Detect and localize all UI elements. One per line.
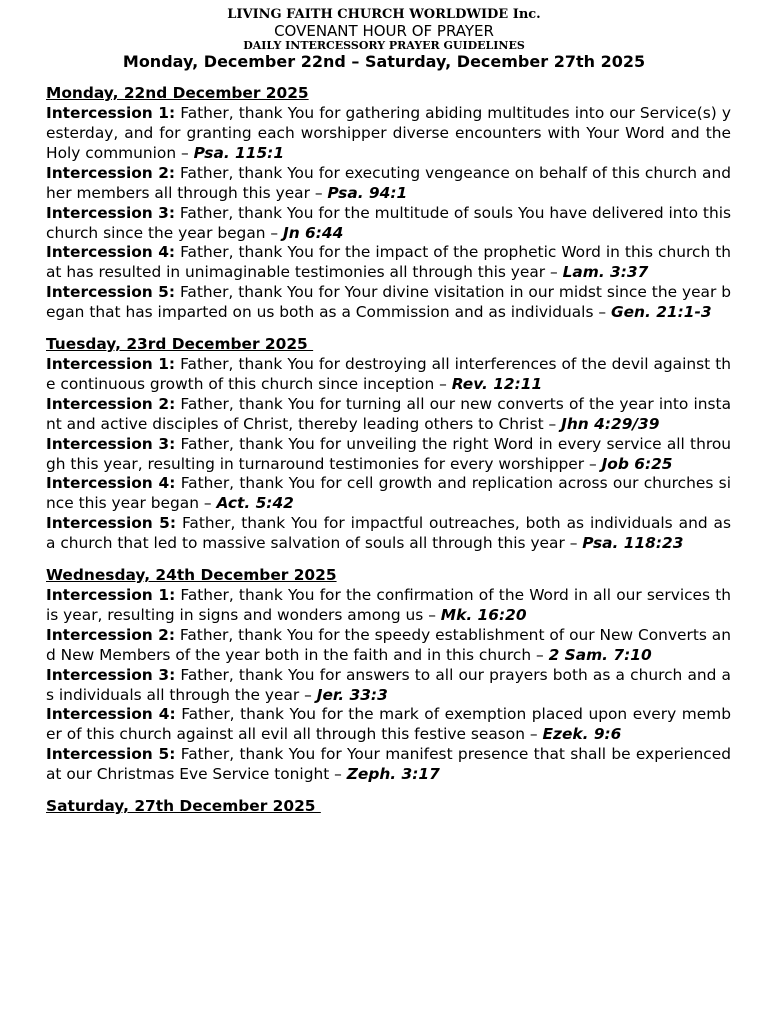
intercession-label: Intercession 5: — [46, 283, 176, 302]
scripture-reference: Jn 6:44 — [283, 223, 344, 242]
intercession-text: Father, thank You for answers to all our prayers both as a church and as individuals all through the year — [46, 665, 731, 704]
intercession-label: Intercession 5: — [46, 745, 176, 764]
intercession-item: Intercession 3: Father, thank You for the multitude of souls You have delivered into this church since the year began – Jn 6:44 — [46, 203, 731, 242]
intercession-item: Intercession 2: Father, thank You for executing vengeance on behalf of this church and her members all through this year – Psa. 94:1 — [46, 163, 731, 202]
intercession-text: Father, thank You for impactful outreaches, both as individuals and as a church that led to massive salvation of souls all through this year — [46, 514, 731, 553]
intercession-item: Intercession 1: Father, thank You for gathering abiding multitudes into our Service(s) yesterday, and for granting each worshipper diverse encounters with Your Word and the Holy communion – Psa. 115:1 — [46, 104, 731, 162]
intercession-item: Intercession 4: Father, thank You for the impact of the prophetic Word in this church that has resulted in unimaginable testimonies all through this year – Lam. 3:37 — [46, 243, 731, 282]
document-header — [0, 8, 768, 71]
intercession-item: Intercession 3: Father, thank You for answers to all our prayers both as a church and as individuals all through the year – Jer. 33:3 — [46, 665, 731, 704]
intercession-text: Father, thank You for Your divine visitation in our midst since the year began that has imparted on us both as a Commission and as individuals — [46, 283, 731, 322]
intercession-text: Father, thank You for Your manifest presence that shall be experienced at our Christmas Eve Service tonight — [46, 745, 731, 784]
scripture-reference: Rev. 12:11 — [451, 374, 543, 393]
intercession-item: Intercession 2: Father, thank You for the speedy establishment of our New Converts and New Members of the year both in the faith and in this church – 2 Sam. 7:10 — [46, 625, 731, 664]
intercession-item: Intercession 1: Father, thank You for destroying all interferences of the devil against the continuous growth of this church since inception – Rev. 12:11 — [46, 355, 731, 393]
intercession-item: Intercession 1: Father, thank You for the confirmation of the Word in all our services this year, resulting in signs and wonders among us – Mk. 16:20 — [46, 585, 731, 624]
intercession-item: Intercession 5: Father, thank You for impactful outreaches, both as individuals and as a church that led to massive salvation of souls all through this year – Psa. 118:23 — [46, 514, 731, 553]
intercession-label: Intercession 3: — [46, 203, 175, 222]
intercession-text: Father, thank You for the multitude of souls You have delivered into this church since the year began — [46, 203, 731, 242]
intercession-label: Intercession 1: — [46, 585, 176, 604]
intercession-label: Intercession 4: — [46, 705, 176, 724]
scripture-reference: Job 6:25 — [601, 454, 673, 473]
intercession-item: Intercession 4: Father, thank You for the mark of exemption placed upon every member of this church against all evil all through this festive season – Ezek. 9:6 — [46, 705, 731, 744]
intercession-text: Father, thank You for the confirmation of the Word in all our services this year, resulting in signs and wonders among us — [46, 585, 731, 624]
intercession-item: Intercession 5: Father, thank You for Your divine visitation in our midst since the year began that has imparted on us both as a Commission and as individuals – Gen. 21:1-3 — [46, 283, 731, 322]
intercession-label: Intercession 2: — [46, 394, 176, 413]
intercession-text: Father, thank You for turning all our new converts of the year into instant and active disciples of Christ, thereby leading others to Christ — [46, 394, 731, 433]
intercession-label: Intercession 3: — [46, 665, 176, 684]
intercession-label: Intercession 2: — [46, 625, 175, 644]
date-range: Monday, December 22nd – Saturday, December 27th 2025 — [122, 51, 646, 71]
scripture-reference: Act. 5:42 — [216, 494, 294, 513]
days-list — [0, 71, 768, 817]
intercession-label: Intercession 2: — [46, 163, 176, 182]
organization-name: LIVING FAITH CHURCH WORLDWIDE Inc. — [227, 7, 541, 22]
intercession-text: Father, thank You for cell growth and replication across our churches since this year began — [46, 474, 731, 513]
intercession-text: Father, thank You for the mark of exemption placed upon every member of this church against all evil all through this festive season — [46, 705, 731, 744]
intercession-label: Intercession 1: — [46, 104, 176, 123]
day-section — [46, 797, 731, 817]
day-title: Tuesday, 23rd December 2025 — [46, 335, 314, 354]
prayer-guide-page — [0, 8, 768, 829]
document-subtitle: COVENANT HOUR OF PRAYER — [274, 21, 494, 40]
intercession-item: Intercession 4: Father, thank You for cell growth and replication across our churches since this year began – Act. 5:42 — [46, 474, 731, 513]
scripture-reference: Ezek. 9:6 — [542, 725, 622, 744]
day-title: Monday, 22nd December 2025 — [46, 84, 309, 103]
scripture-reference: Jhn 4:29/39 — [561, 414, 660, 433]
day-section — [46, 84, 731, 323]
scripture-reference: Gen. 21:1-3 — [610, 303, 712, 322]
scripture-reference: Psa. 118:23 — [582, 534, 684, 553]
intercession-label: Intercession 4: — [46, 474, 176, 493]
intercession-label: Intercession 4: — [46, 243, 176, 262]
intercession-label: Intercession 5: — [46, 514, 177, 533]
intercession-text: Father, thank You for the speedy establishment of our New Converts and New Members of the year both in the faith and in this church — [46, 625, 731, 664]
day-title: Wednesday, 24th December 2025 — [46, 566, 337, 585]
intercession-label: Intercession 1: — [46, 355, 176, 373]
intercession-label: Intercession 3: — [46, 434, 176, 453]
intercession-text: Father, thank You for unveiling the right Word in every service all through this year, resulting in turnaround testimonies for every worshipper — [46, 434, 731, 473]
scripture-reference: 2 Sam. 7:10 — [548, 645, 652, 664]
scripture-reference: Mk. 16:20 — [440, 605, 527, 624]
intercession-text: Father, thank You for destroying all interferences of the devil against the continuous growth of this church since inception — [46, 355, 731, 393]
scripture-reference: Lam. 3:37 — [562, 263, 649, 282]
day-section — [46, 566, 731, 785]
scripture-reference: Psa. 94:1 — [327, 183, 408, 202]
day-section — [46, 335, 731, 554]
intercession-text: Father, thank You for executing vengeance on behalf of this church and her members all through this year — [46, 163, 731, 202]
scripture-reference: Jer. 33:3 — [316, 685, 388, 704]
guidelines-title: DAILY INTERCESSORY PRAYER GUIDELINES — [243, 39, 525, 53]
day-title: Saturday, 27th December 2025 — [46, 797, 321, 816]
intercession-text: Father, thank You for gathering abiding multitudes into our Service(s) yesterday, and for granting each worshipper diverse encounters with Your Word and the Holy communion — [46, 104, 731, 162]
intercession-item: Intercession 3: Father, thank You for unveiling the right Word in every service all through this year, resulting in turnaround testimonies for every worshipper – Job 6:25 — [46, 434, 731, 473]
intercession-text: Father, thank You for the impact of the prophetic Word in this church that has resulted in unimaginable testimonies all through this year — [46, 243, 731, 282]
intercession-item: Intercession 2: Father, thank You for turning all our new converts of the year into instant and active disciples of Christ, thereby leading others to Christ – Jhn 4:29/39 — [46, 394, 731, 433]
scripture-reference: Psa. 115:1 — [193, 143, 285, 162]
intercession-item: Intercession 5: Father, thank You for Your manifest presence that shall be experienced at our Christmas Eve Service tonight – Zeph. 3:17 — [46, 745, 731, 784]
scripture-reference: Zeph. 3:17 — [346, 765, 440, 784]
